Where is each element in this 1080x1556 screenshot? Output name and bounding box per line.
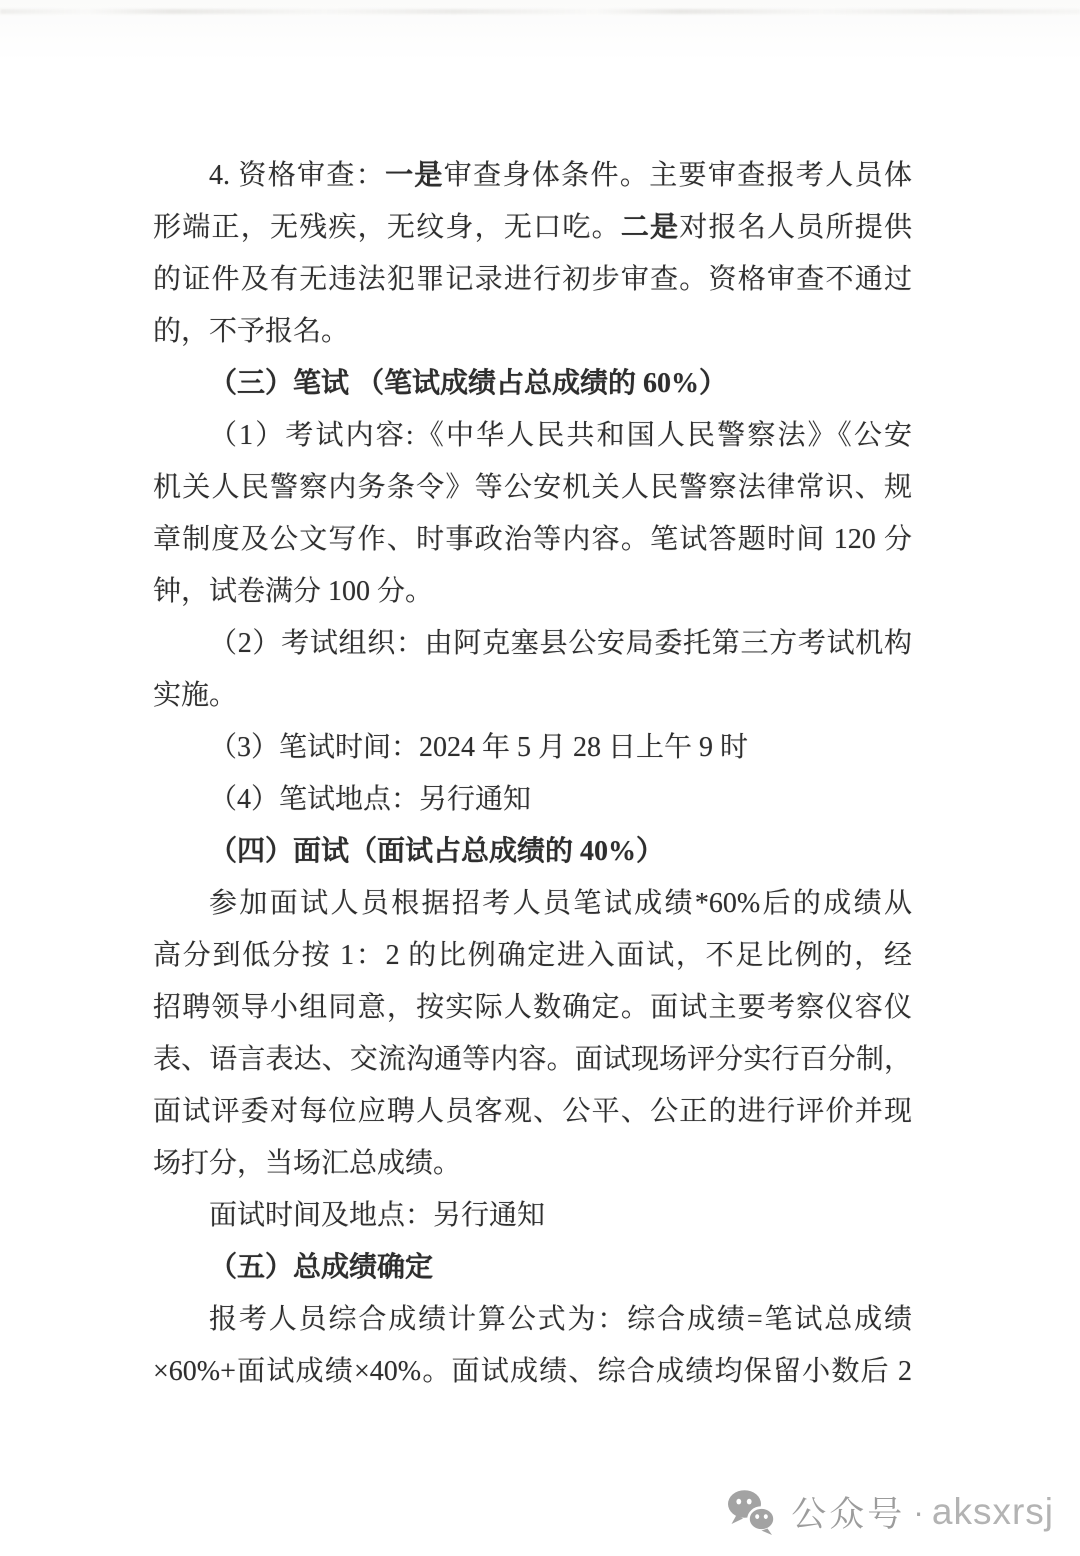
text-segment: 的证件及有无违法犯罪记录进行初步审查。资格审查不通过 (153, 264, 912, 295)
document-body (153, 150, 912, 1398)
text-line (153, 930, 912, 982)
text-segment: 表、语言表达、交流沟通等内容。面试现场评分实行百分制， (153, 1044, 912, 1075)
text-line (153, 254, 912, 306)
text-segment: ×60%+面试成绩×40%。面试成绩、综合成绩均保留小数后 2 (153, 1356, 912, 1387)
text-line (153, 774, 912, 826)
text-line (153, 202, 912, 254)
text-line (153, 1138, 912, 1190)
text-line (153, 722, 912, 774)
text-line (153, 982, 912, 1034)
text-segment: 审查身体条件。主要审查报考人员体 (443, 160, 912, 191)
bold-text-segment: （四）面试（面试占总成绩的 40%） (209, 836, 665, 867)
bold-text-segment: 二是 (620, 212, 680, 243)
text-segment: 实施。 (153, 680, 238, 711)
text-segment: 4. 资格审查： (209, 160, 386, 191)
text-segment: 的，不予报名。 (153, 316, 350, 347)
text-line (153, 1346, 912, 1398)
text-segment: 参加面试人员根据招考人员笔试成绩*60%后的成绩从 (209, 888, 912, 919)
text-segment: 高分到低分按 1：2 的比例确定进入面试，不足比例的，经 (153, 940, 912, 971)
text-line (153, 1294, 912, 1346)
text-segment: 面试评委对每位应聘人员客观、公平、公正的进行评价并现 (153, 1096, 912, 1127)
text-segment: （2）考试组织：由阿克塞县公安局委托第三方考试机构 (209, 628, 912, 659)
text-segment: （1）考试内容:《中华人民共和国人民警察法》《公安 (209, 420, 912, 451)
text-segment: 面试时间及地点：另行通知 (209, 1200, 546, 1231)
text-line (153, 1086, 912, 1138)
text-segment: 场打分，当场汇总成绩。 (153, 1148, 462, 1179)
text-line (153, 150, 912, 202)
text-segment: 机关人民警察内务条令》等公安机关人民警察法律常识、规 (153, 472, 912, 503)
text-segment: 章制度及公文写作、时事政治等内容。笔试答题时间 120 分 (153, 524, 912, 555)
wechat-watermark (727, 1488, 1054, 1536)
text-segment: 形端正，无残疾，无纹身，无口吃。 (153, 212, 621, 243)
text-line (153, 1190, 912, 1242)
wechat-icon (727, 1489, 777, 1535)
text-line (153, 358, 912, 410)
text-line (153, 826, 912, 878)
watermark-label: 公众号 (791, 1495, 906, 1534)
text-line (153, 462, 912, 514)
text-line (153, 306, 912, 358)
scan-artifact-top (0, 9, 1080, 14)
text-line (153, 878, 912, 930)
text-line (153, 1034, 912, 1086)
text-line (153, 618, 912, 670)
text-segment: 报考人员综合成绩计算公式为：综合成绩=笔试总成绩 (209, 1304, 912, 1335)
text-segment: 对报名人员所提供 (679, 212, 912, 243)
text-segment: （4）笔试地点：另行通知 (209, 784, 532, 815)
bold-text-segment: （五）总成绩确定 (209, 1252, 434, 1283)
text-segment: （3）笔试时间：2024 年 5 月 28 日上午 9 时 (209, 732, 749, 763)
text-line (153, 566, 912, 618)
watermark-separator: · (913, 1493, 924, 1530)
text-line (153, 410, 912, 462)
watermark-account: aksxrsj (931, 1491, 1054, 1532)
text-segment: 招聘领导小组同意，按实际人数确定。面试主要考察仪容仪 (153, 992, 912, 1023)
text-line (153, 514, 912, 566)
text-line (153, 1242, 912, 1294)
bold-text-segment: （三）笔试 （笔试成绩占总成绩的 60%） (209, 368, 728, 399)
bold-text-segment: 一是 (385, 160, 444, 191)
text-line (153, 670, 912, 722)
text-segment: 钟，试卷满分 100 分。 (153, 576, 434, 607)
